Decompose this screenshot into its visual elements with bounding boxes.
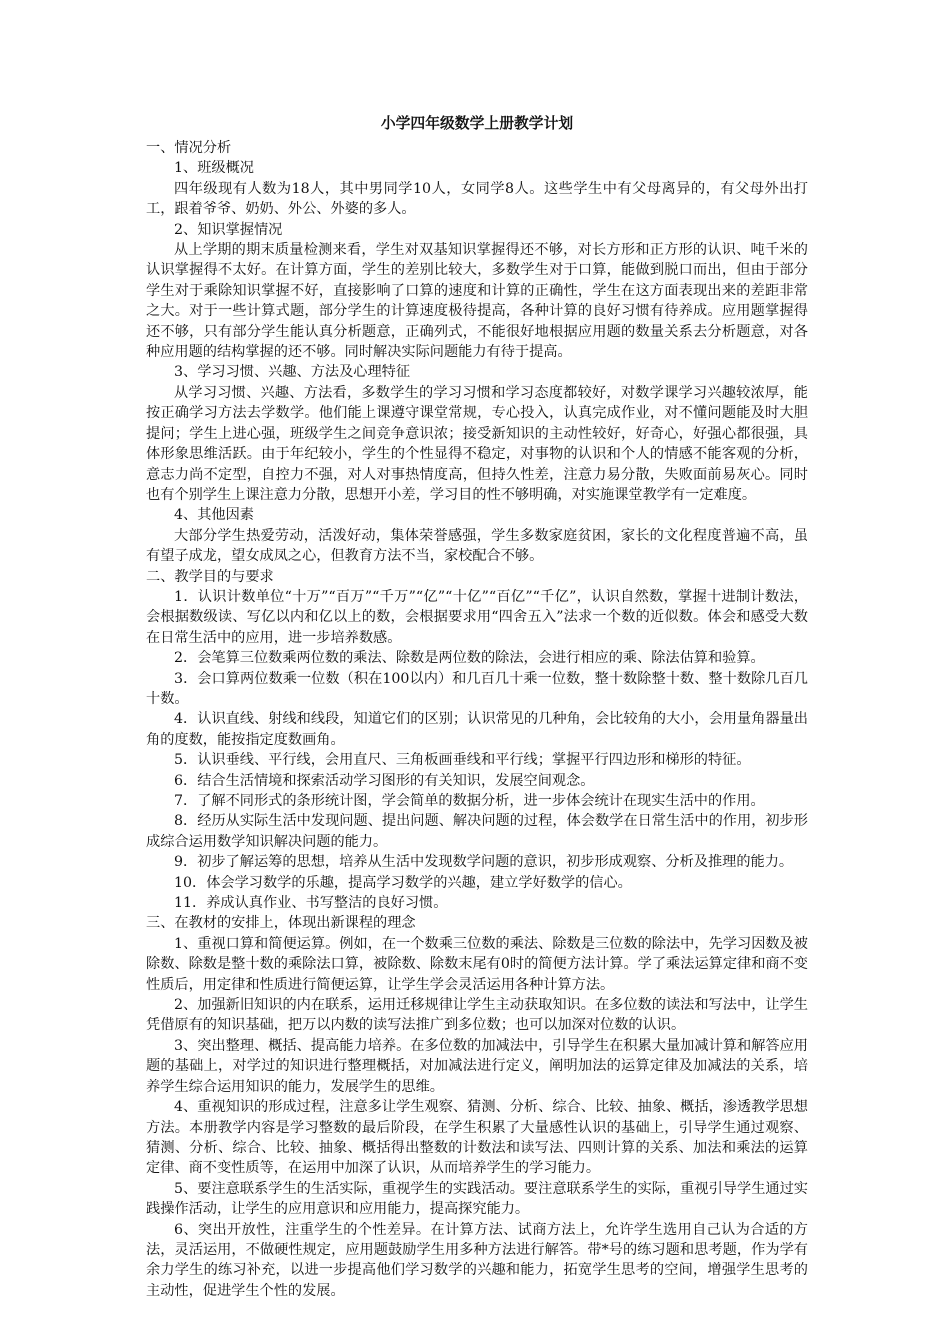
paragraph: 4、重视知识的形成过程，注意多让学生观察、猜测、分析、综合、比较、抽象、概括，渗透教学思想方法。本册教学内容是学习整数的最后阶段，在学生积累了大量感性认识的基础上，引导学生通过观察、猜测、分析、综合、比较、抽象、概括得出整数的计数法和读写法、四则计算的关系、加法和乘法的运算定律、商不变性质等，在运用中加深了认识，从而培养学生的学习能力。 — [146, 1099, 808, 1177]
paragraph: 5．认识垂线、平行线，会用直尺、三角板画垂线和平行线；掌握平行四边形和梯形的特征。 — [174, 752, 751, 769]
subsection-heading: 2、知识掌握情况 — [174, 221, 283, 238]
subsection-heading: 4、其他因素 — [174, 507, 254, 524]
subsection-heading: 3、学习习惯、兴趣、方法及心理特征 — [174, 364, 411, 381]
paragraph: 9．初步了解运筹的思想，培养从生活中发现数学问题的意识，初步形成观察、分析及推理的能力。 — [174, 854, 794, 871]
paragraph: 四年级现有人数为18人，其中男同学10人，女同学8人。这些学生中有父母离异的，有父母外出打工，跟着爷爷、奶奶、外公、外婆的多人。 — [146, 180, 808, 218]
paragraph: 1、重视口算和简便运算。例如，在一个数乘三位数的乘法、除数是三位数的除法中，先学习因数及被除数、除数是整十数的乘除法口算，被除数、除数末尾有0时的简便方法计算。学了乘法运算定律和商不变性质后，用定律和性质进行简便运算，让学生学会灵活运用各种计算方法。 — [146, 935, 808, 993]
paragraph: 2、加强新旧知识的内在联系，运用迁移规律让学生主动获取知识。在多位数的读法和写法中，让学生凭借原有的知识基础，把万以内数的读写法推广到多位数；也可以加深对位数的认识。 — [146, 997, 808, 1034]
paragraph: 11．养成认真作业、书写整洁的良好习惯。 — [174, 895, 448, 912]
paragraph: 大部分学生热爱劳动，活泼好动，集体荣誉感强，学生多数家庭贫困，家长的文化程度普遍不高，虽有望子成龙，望女成凤之心，但教育方法不当，家校配合不够。 — [146, 527, 808, 565]
section-heading: 一、情况分析 — [146, 140, 232, 156]
paragraph: 5、要注意联系学生的生活实际，重视学生的实践活动。要注意联系学生的实际，重视引导学生通过实践操作活动，让学生的应用意识和应用能力，提高探究能力。 — [146, 1180, 808, 1218]
section-heading: 二、教学目的与要求 — [146, 568, 274, 585]
paragraph: 从学习习惯、兴趣、方法看，多数学生的学习习惯和学习态度都较好，对数学课学习兴趣较浓厚，能按正确学习方法去学数学。他们能上课遵守课堂常规，专心投入，认真完成作业，对不懂问题能及时大胆提问；学生上进心强，班级学生之间竞争意识浓；接受新知识的主动性较好，好奇心，好强心都很强，具体形象思维活跃。由于年纪较小，学生的个性显得不稳定，对事物的认识和个人的情感不能客观的分析，意志力尚不定型，自控力不强，对人对事热情度高，但持久性差，注意力易分散，失败面前易灰心。同时也有个别学生上课注意力分散，思想开小差，学习目的性不够明确，对实施课堂教学有一定难度。 — [146, 384, 808, 503]
paragraph: 7．了解不同形式的条形统计图，学会简单的数据分析，进一步体会统计在现实生活中的作用。 — [174, 793, 765, 809]
paragraph: 从上学期的期末质量检测来看，学生对双基知识掌握得还不够，对长方形和正方形的认识、吨千米的认识掌握得不太好。在计算方面，学生的差别比较大，多数学生对于口算，能做到脱口而出，但由于部分学生对于乘除知识掌握不好，直接影响了口算的速度和计算的正确性，学生在这方面表现出来的差距非常之大。对于一些计算式题，部分学生的计算速度极待提高，各种计算的良好习惯有待养成。应用题掌握得还不够，只有部分学生能认真分析题意，正确列式，不能很好地根据应用题的数量关系去分析题意，对各种应用题的结构掌握的还不够。同时解决实际问题能力有待于提高。 — [146, 242, 808, 361]
paragraph: 3、突出整理、概括、提高能力培养。在多位数的加减法中，引导学生在积累大量加减计算和解答应用题的基础上，对学过的知识进行整理概括，对加减法进行定义，阐明加法的运算定律及加减法的关系，培养学生综合运用知识的能力，发展学生的思维。 — [146, 1037, 808, 1095]
paragraph: 3．会口算两位数乘一位数（积在100以内）和几百几十乘一位数，整十数除整十数、整十数除几百几十数。 — [146, 670, 808, 707]
paragraph: 8．经历从实际生活中发现问题、提出问题、解决问题的过程，体会数学在日常生活中的作用，初步形成综合运用数学知识解决问题的能力。 — [146, 813, 808, 850]
paragraph: 2．会笔算三位数乘两位数的乘法、除数是两位数的除法，会进行相应的乘、除法估算和验算。 — [174, 650, 765, 667]
document-body — [146, 138, 808, 1301]
section-heading: 三、在教材的安排上，体现出新课程的理念 — [146, 915, 416, 932]
paragraph: 1．认识计数单位“十万”“百万”“千万”“亿”“十亿”“百亿”“千亿”，认识自然数，掌握十进制计数法，会根据数级读、写亿以内和亿以上的数，会根据要求用“四舍五入”法求一个数的近似数。体会和感受大数在日常生活中的应用，进一步培养数感。 — [146, 588, 808, 646]
subsection-heading: 1、班级概况 — [174, 160, 254, 177]
paragraph: 10．体会学习数学的乐趣，提高学习数学的兴趣，建立学好数学的信心。 — [174, 874, 632, 891]
document-title: 小学四年级数学上册教学计划 — [380, 115, 574, 132]
paragraph: 6、突出开放性，注重学生的个性差异。在计算方法、试商方法上，允许学生选用自己认为合适的方法，灵活运用，不做硬性规定，应用题鼓励学生用多种方法进行解答。带*号的练习题和思考题，作为学有余力学生的练习补充，以进一步提高他们学习数学的兴趣和能力，拓宽学生思考的空间，增强学生思考的主动性，促进学生个性的发展。 — [146, 1221, 808, 1299]
paragraph: 4．认识直线、射线和线段，知道它们的区别；认识常见的几种角，会比较角的大小，会用量角器量出角的度数，能按指定度数画角。 — [146, 711, 808, 748]
paragraph: 6．结合生活情境和探索活动学习图形的有关知识，发展空间观念。 — [174, 772, 595, 789]
